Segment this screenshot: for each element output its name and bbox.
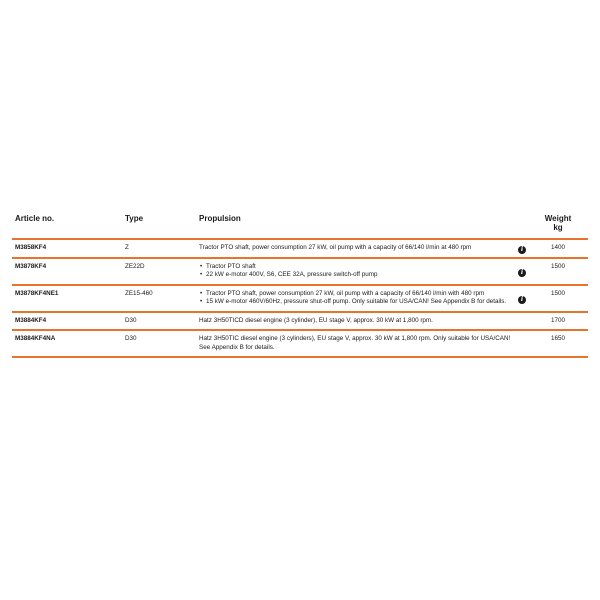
type-cell: Z — [122, 239, 196, 258]
header-type: Type — [122, 210, 196, 239]
weight-cell: 1650 — [528, 330, 588, 357]
propulsion-text: Tractor PTO shaft, power consumption 27 kW, oil pump with a capacity of 66/140 l/min at 480 rpm — [199, 244, 472, 251]
header-propulsion: Propulsion — [196, 210, 528, 239]
article-number-cell: M3884KF4NA — [12, 330, 122, 357]
article-number-cell: M3878KF4 — [12, 258, 122, 285]
article-number-cell: M3878KF4NE1 — [12, 285, 122, 312]
weight-cell: 1700 — [528, 312, 588, 331]
propulsion-list-item: • 15 kW e-motor 460V/60Hz, pressure shut-off pump. Only suitable for USA/CAN! See Appendix B for details. — [206, 298, 516, 307]
propulsion-list-item: • 22 kW e-motor 400V, S6, CEE 32A, pressure switch-off pump — [206, 271, 516, 280]
article-number-cell: M3884KF4 — [12, 312, 122, 331]
table-header-row — [12, 210, 588, 239]
propulsion-cell — [196, 239, 528, 258]
type-cell: ZE22D — [122, 258, 196, 285]
info-icon: i — [518, 296, 526, 304]
type-cell: ZE15-460 — [122, 285, 196, 312]
table-row — [12, 258, 588, 285]
propulsion-cell — [196, 258, 528, 285]
table-row — [12, 330, 588, 357]
header-weight — [528, 210, 588, 239]
propulsion-cell — [196, 330, 528, 357]
propulsion-list — [199, 290, 516, 307]
table-row — [12, 312, 588, 331]
article-number-cell: M3858KF4 — [12, 239, 122, 258]
propulsion-list-item: • Tractor PTO shaft — [206, 263, 516, 272]
info-icon: i — [518, 269, 526, 277]
header-weight-unit: kg — [553, 223, 563, 232]
header-weight-label: Weight — [544, 214, 572, 223]
weight-cell: 1400 — [528, 239, 588, 258]
table-body — [12, 239, 588, 357]
propulsion-text: Hatz 3H50TICD diesel engine (3 cylinder), EU stage V, approx. 30 kW at 1,800 rpm. — [199, 316, 433, 324]
type-cell: D30 — [122, 330, 196, 357]
info-icon: i — [518, 246, 526, 254]
product-table — [12, 210, 588, 358]
propulsion-cell — [196, 285, 528, 312]
table-row — [12, 285, 588, 312]
type-cell: D30 — [122, 312, 196, 331]
weight-cell: 1500 — [528, 285, 588, 312]
table-row — [12, 239, 588, 258]
propulsion-list-item: • Tractor PTO shaft, power consumption 27 kW, oil pump with a capacity of 66/140 l/min with 480 rpm — [206, 290, 516, 299]
header-article: Article no. — [12, 210, 122, 239]
propulsion-list — [199, 263, 516, 280]
propulsion-text: Hatz 3H50TIC diesel engine (3 cylinders), EU stage V, approx. 30 kW at 1,800 rpm. Only suitable for USA/CAN! See Appendix B for details. — [199, 335, 511, 351]
product-table-container — [12, 210, 588, 358]
propulsion-cell — [196, 312, 528, 331]
weight-cell: 1500 — [528, 258, 588, 285]
